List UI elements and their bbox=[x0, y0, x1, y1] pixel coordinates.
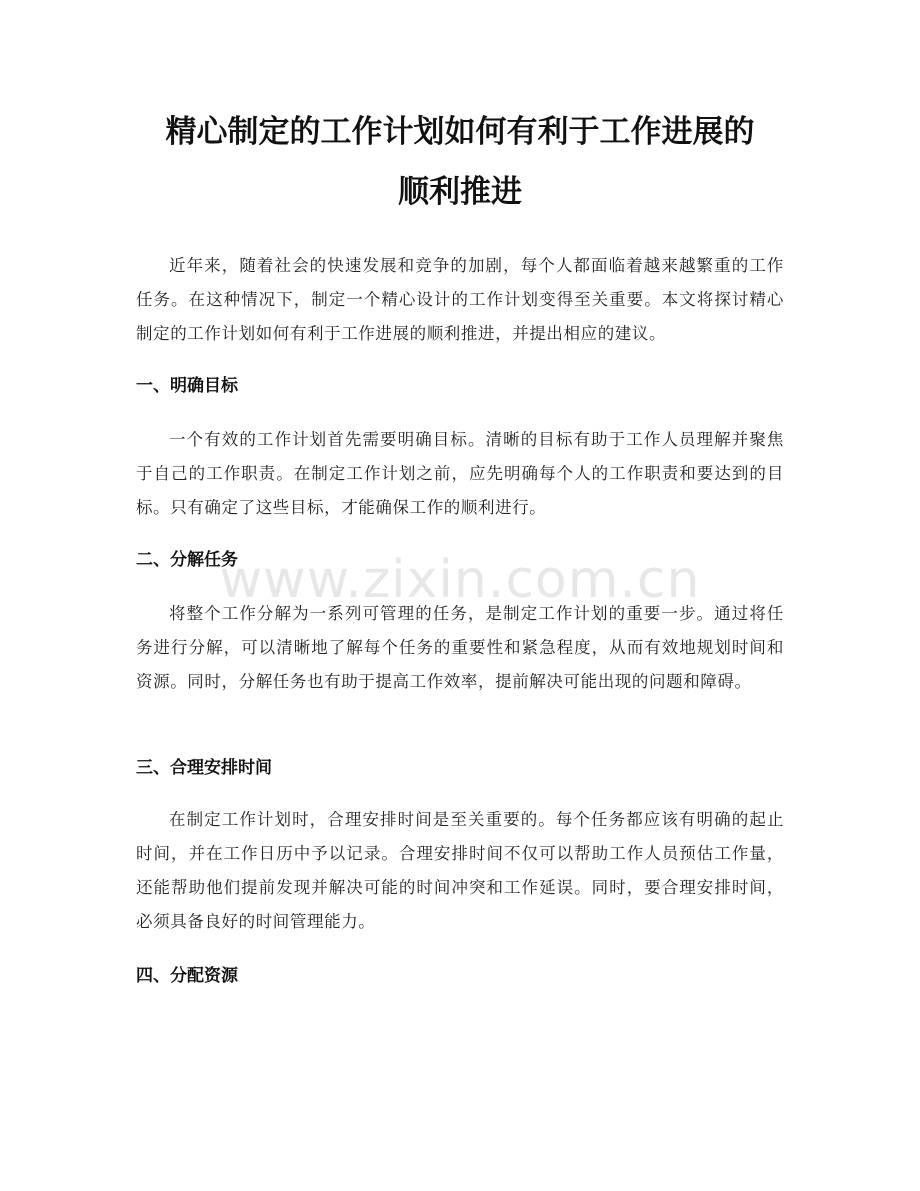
section-body-3: 在制定工作计划时，合理安排时间是至关重要的。每个任务都应该有明确的起止时间，并在工作日历中予以记录。合理安排时间不仅可以帮助工作人员预估工作量，还能帮助他们提前发现并解决可能的时间冲突和工作延误。同时，要合理安排时间，必须具备良好的时间管理能力。 bbox=[136, 810, 784, 931]
intro-paragraph: 近年来，随着社会的快速发展和竞争的加剧，每个人都面临着越来越繁重的工作任务。在这种情况下，制定一个精心设计的工作计划变得至关重要。本文将探讨精心制定的工作计划如何有利于工作进展的顺利推进，并提出相应的建议。 bbox=[136, 256, 784, 343]
document-title-line-2: 顺利推进 bbox=[398, 174, 522, 210]
section-heading-3: 三、合理安排时间 bbox=[136, 758, 272, 778]
section-body-2: 将整个工作分解为一系列可管理的任务，是制定工作计划的重要一步。通过将任务进行分解，可以清晰地了解每个任务的重要性和紧急程度，从而有效地规划时间和资源。同时，分解任务也有助于提高工作效率，提前解决可能出现的问题和障碍。 bbox=[136, 604, 784, 691]
section-body-1: 一个有效的工作计划首先需要明确目标。清晰的目标有助于工作人员理解并聚焦于自己的工作职责。在制定工作计划之前，应先明确每个人的工作职责和要达到的目标。只有确定了这些目标，才能确保工作的顺利进行。 bbox=[136, 430, 784, 517]
watermark: www.zixin.com.cn bbox=[219, 550, 701, 610]
section-heading-1: 一、明确目标 bbox=[136, 376, 238, 396]
document-title-line-1: 精心制定的工作计划如何有利于工作进展的 bbox=[165, 114, 755, 150]
section-heading-4: 四、分配资源 bbox=[136, 966, 238, 986]
section-heading-2: 二、分解任务 bbox=[136, 550, 238, 570]
